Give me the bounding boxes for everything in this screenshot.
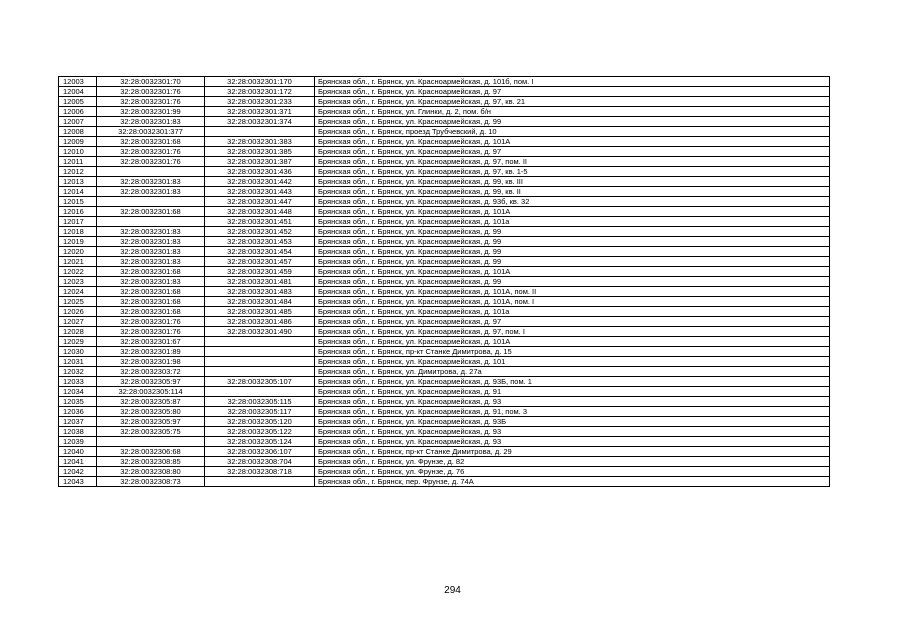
address-cell: Брянская обл., г. Брянск, ул. Красноармейская, д. 99 [315,247,830,257]
table-row [59,147,830,157]
table-row [59,117,830,127]
cadastral-number-cell: 32:28:0032305:75 [97,427,205,437]
object-cadastral-number-cell: 32:28:0032301:485 [205,307,315,317]
address-cell: Брянская обл., г. Брянск, ул. Красноармейская, д. 97, кв. 21 [315,97,830,107]
object-cadastral-number-cell: 32:28:0032305:117 [205,407,315,417]
record-number-cell: 12003 [59,77,97,87]
object-cadastral-number-cell: 32:28:0032301:459 [205,267,315,277]
cadastral-number-cell: 32:28:0032303:72 [97,367,205,377]
cadastral-number-cell: 32:28:0032308:85 [97,457,205,467]
address-cell: Брянская обл., г. Брянск, ул. Красноармейская, д. 93Б [315,417,830,427]
address-cell: Брянская обл., г. Брянск, пр-кт Станке Димитрова, д. 29 [315,447,830,457]
address-cell: Брянская обл., г. Брянск, ул. Красноармейская, д. 97 [315,147,830,157]
table-row [59,397,830,407]
address-cell: Брянская обл., г. Брянск, ул. Красноармейская, д. 97 [315,317,830,327]
address-cell: Брянская обл., г. Брянск, ул. Красноармейская, д. 97 [315,87,830,97]
object-cadastral-number-cell: 32:28:0032301:374 [205,117,315,127]
cadastral-number-cell: 32:28:0032301:83 [97,247,205,257]
table-row [59,267,830,277]
object-cadastral-number-cell: 32:28:0032301:443 [205,187,315,197]
table-row [59,327,830,337]
record-number-cell: 12013 [59,177,97,187]
table-row [59,137,830,147]
record-number-cell: 12015 [59,197,97,207]
cadastral-number-cell: 32:28:0032301:89 [97,347,205,357]
object-cadastral-number-cell [205,477,315,487]
address-cell: Брянская обл., г. Брянск, ул. Красноармейская, д. 99 [315,237,830,247]
address-cell: Брянская обл., г. Брянск, ул. Красноармейская, д. 99 [315,117,830,127]
cadastral-number-cell: 32:28:0032301:76 [97,147,205,157]
cadastral-number-cell: 32:28:0032301:68 [97,307,205,317]
address-cell: Брянская обл., г. Брянск, ул. Красноармейская, д. 101 [315,357,830,367]
record-number-cell: 12009 [59,137,97,147]
table-row [59,377,830,387]
cadastral-number-cell: 32:28:0032301:83 [97,227,205,237]
record-number-cell: 12005 [59,97,97,107]
record-number-cell: 12018 [59,227,97,237]
address-cell: Брянская обл., г. Брянск, ул. Красноармейская, д. 101а [315,217,830,227]
cadastral-number-cell: 32:28:0032301:76 [97,317,205,327]
address-cell: Брянская обл., г. Брянск, ул. Красноармейская, д. 99, кв. III [315,177,830,187]
object-cadastral-number-cell: 32:28:0032308:718 [205,467,315,477]
record-number-cell: 12040 [59,447,97,457]
table-row [59,287,830,297]
record-number-cell: 12037 [59,417,97,427]
table-row [59,107,830,117]
table-row [59,407,830,417]
record-number-cell: 12031 [59,357,97,367]
cadastral-number-cell: 32:28:0032301:83 [97,187,205,197]
table-row [59,317,830,327]
address-cell: Брянская обл., г. Брянск, ул. Красноармейская, д. 101А, пом. II [315,287,830,297]
object-cadastral-number-cell: 32:28:0032301:387 [205,157,315,167]
object-cadastral-number-cell: 32:28:0032301:451 [205,217,315,227]
table-row [59,97,830,107]
object-cadastral-number-cell: 32:28:0032301:453 [205,237,315,247]
table-row [59,347,830,357]
cadastral-number-cell: 32:28:0032301:99 [97,107,205,117]
record-number-cell: 12011 [59,157,97,167]
object-cadastral-number-cell: 32:28:0032305:122 [205,427,315,437]
table-row [59,217,830,227]
cadastral-number-cell: 32:28:0032301:68 [97,287,205,297]
cadastral-number-cell: 32:28:0032301:68 [97,267,205,277]
cadastral-number-cell: 32:28:0032301:76 [97,157,205,167]
object-cadastral-number-cell: 32:28:0032301:448 [205,207,315,217]
cadastral-number-cell [97,197,205,207]
record-number-cell: 12012 [59,167,97,177]
record-number-cell: 12020 [59,247,97,257]
object-cadastral-number-cell [205,367,315,377]
address-cell: Брянская обл., г. Брянск, проезд Трубчевский, д. 10 [315,127,830,137]
address-cell: Брянская обл., г. Брянск, ул. Глинки, д. 2, пом. б/н [315,107,830,117]
cadastral-number-cell: 32:28:0032301:67 [97,337,205,347]
address-cell: Брянская обл., г. Брянск, ул. Красноармейская, д. 91, пом. 3 [315,407,830,417]
address-cell: Брянская обл., г. Брянск, ул. Красноармейская, д. 97, пом. II [315,157,830,167]
object-cadastral-number-cell: 32:28:0032301:383 [205,137,315,147]
object-cadastral-number-cell: 32:28:0032301:457 [205,257,315,267]
object-cadastral-number-cell [205,127,315,137]
object-cadastral-number-cell: 32:28:0032301:371 [205,107,315,117]
cadastral-number-cell: 32:28:0032301:76 [97,327,205,337]
table-row [59,467,830,477]
record-number-cell: 12041 [59,457,97,467]
record-number-cell: 12028 [59,327,97,337]
table-row [59,437,830,447]
cadastral-number-cell: 32:28:0032305:87 [97,397,205,407]
object-cadastral-number-cell: 32:28:0032308:704 [205,457,315,467]
object-cadastral-number-cell: 32:28:0032301:233 [205,97,315,107]
table-row [59,87,830,97]
object-cadastral-number-cell [205,337,315,347]
table-row [59,127,830,137]
record-number-cell: 12036 [59,407,97,417]
record-number-cell: 12035 [59,397,97,407]
object-cadastral-number-cell: 32:28:0032301:486 [205,317,315,327]
address-cell: Брянская обл., г. Брянск, ул. Красноармейская, д. 91 [315,387,830,397]
table-row [59,187,830,197]
object-cadastral-number-cell [205,347,315,357]
cadastral-number-cell: 32:28:0032305:97 [97,377,205,387]
table-row [59,477,830,487]
object-cadastral-number-cell: 32:28:0032301:436 [205,167,315,177]
object-cadastral-number-cell [205,387,315,397]
record-number-cell: 12042 [59,467,97,477]
page-number: 294 [444,585,461,596]
record-number-cell: 12027 [59,317,97,327]
table-row [59,277,830,287]
cadastral-number-cell: 32:28:0032301:98 [97,357,205,367]
object-cadastral-number-cell: 32:28:0032301:481 [205,277,315,287]
cadastral-number-cell: 32:28:0032301:83 [97,117,205,127]
record-number-cell: 12024 [59,287,97,297]
table-row [59,77,830,87]
table-row [59,257,830,267]
table-row [59,357,830,367]
record-number-cell: 12008 [59,127,97,137]
address-cell: Брянская обл., г. Брянск, ул. Красноармейская, д. 101А [315,337,830,347]
address-cell: Брянская обл., г. Брянск, ул. Красноармейская, д. 93Б, пом. 1 [315,377,830,387]
table-row [59,167,830,177]
record-number-cell: 12030 [59,347,97,357]
address-cell: Брянская обл., г. Брянск, ул. Фрунзе, д. 76 [315,467,830,477]
record-number-cell: 12032 [59,367,97,377]
table-row [59,237,830,247]
cadastral-number-cell: 32:28:0032305:80 [97,407,205,417]
table-row [59,367,830,377]
address-cell: Брянская обл., г. Брянск, ул. Красноармейская, д. 97, пом. I [315,327,830,337]
cadastral-number-cell: 32:28:0032301:83 [97,257,205,267]
record-number-cell: 12019 [59,237,97,247]
record-number-cell: 12006 [59,107,97,117]
object-cadastral-number-cell [205,357,315,367]
table-row [59,427,830,437]
cadastral-number-cell [97,167,205,177]
record-number-cell: 12043 [59,477,97,487]
record-number-cell: 12017 [59,217,97,227]
object-cadastral-number-cell: 32:28:0032305:115 [205,397,315,407]
table-row [59,457,830,467]
record-number-cell: 12025 [59,297,97,307]
record-number-cell: 12039 [59,437,97,447]
object-cadastral-number-cell: 32:28:0032305:120 [205,417,315,427]
cadastral-number-cell [97,217,205,227]
address-cell: Брянская обл., г. Брянск, пр-кт Станке Димитрова, д. 15 [315,347,830,357]
address-cell: Брянская обл., г. Брянск, ул. Красноармейская, д. 99 [315,277,830,287]
object-cadastral-number-cell: 32:28:0032305:124 [205,437,315,447]
cadastral-number-cell: 32:28:0032305:97 [97,417,205,427]
table-row [59,207,830,217]
address-cell: Брянская обл., г. Брянск, ул. Красноармейская, д. 101А [315,207,830,217]
object-cadastral-number-cell: 32:28:0032305:107 [205,377,315,387]
address-cell: Брянская обл., г. Брянск, ул. Красноармейская, д. 101А, пом. I [315,297,830,307]
address-cell: Брянская обл., г. Брянск, ул. Красноармейская, д. 93 [315,437,830,447]
table-row [59,447,830,457]
address-cell: Брянская обл., г. Брянск, пер. Фрунзе, д. 74А [315,477,830,487]
cadastral-number-cell: 32:28:0032301:68 [97,297,205,307]
cadastral-number-cell: 32:28:0032301:76 [97,97,205,107]
table-row [59,177,830,187]
address-cell: Брянская обл., г. Брянск, ул. Красноармейская, д. 93б, кв. 32 [315,197,830,207]
table-row [59,307,830,317]
address-cell: Брянская обл., г. Брянск, ул. Красноармейская, д. 101А [315,137,830,147]
object-cadastral-number-cell: 32:28:0032301:484 [205,297,315,307]
cadastral-number-cell: 32:28:0032301:68 [97,137,205,147]
record-number-cell: 12038 [59,427,97,437]
address-cell: Брянская обл., г. Брянск, ул. Красноармейская, д. 101а [315,307,830,317]
cadastral-number-cell: 32:28:0032301:377 [97,127,205,137]
table-row [59,417,830,427]
cadastral-number-cell [97,437,205,447]
table-row [59,247,830,257]
address-cell: Брянская обл., г. Брянск, ул. Красноармейская, д. 99 [315,227,830,237]
cadastral-number-cell: 32:28:0032301:76 [97,87,205,97]
record-number-cell: 12034 [59,387,97,397]
cadastral-number-cell: 32:28:0032305:114 [97,387,205,397]
object-cadastral-number-cell: 32:28:0032301:170 [205,77,315,87]
object-cadastral-number-cell: 32:28:0032301:454 [205,247,315,257]
address-cell: Брянская обл., г. Брянск, ул. Красноармейская, д. 93 [315,397,830,407]
cadastral-number-cell: 32:28:0032308:80 [97,467,205,477]
cadastral-number-cell: 32:28:0032301:83 [97,237,205,247]
table-row [59,337,830,347]
cadastral-number-cell: 32:28:0032301:68 [97,207,205,217]
cadastral-number-cell: 32:28:0032308:73 [97,477,205,487]
object-cadastral-number-cell: 32:28:0032301:172 [205,87,315,97]
object-cadastral-number-cell: 32:28:0032301:452 [205,227,315,237]
object-cadastral-number-cell: 32:28:0032301:483 [205,287,315,297]
cadastral-number-cell: 32:28:0032301:83 [97,277,205,287]
registry-table [58,76,830,487]
object-cadastral-number-cell: 32:28:0032301:447 [205,197,315,207]
table-row [59,297,830,307]
record-number-cell: 12007 [59,117,97,127]
record-number-cell: 12023 [59,277,97,287]
record-number-cell: 12014 [59,187,97,197]
object-cadastral-number-cell: 32:28:0032306:107 [205,447,315,457]
table-row [59,387,830,397]
address-cell: Брянская обл., г. Брянск, ул. Димитрова, д. 27а [315,367,830,377]
record-number-cell: 12029 [59,337,97,347]
address-cell: Брянская обл., г. Брянск, ул. Красноармейская, д. 97, кв. 1-5 [315,167,830,177]
address-cell: Брянская обл., г. Брянск, ул. Красноармейская, д. 99 [315,257,830,267]
address-cell: Брянская обл., г. Брянск, ул. Красноармейская, д. 101б, пом. I [315,77,830,87]
record-number-cell: 12004 [59,87,97,97]
cadastral-number-cell: 32:28:0032306:68 [97,447,205,457]
object-cadastral-number-cell: 32:28:0032301:490 [205,327,315,337]
record-number-cell: 12010 [59,147,97,157]
record-number-cell: 12026 [59,307,97,317]
record-number-cell: 12033 [59,377,97,387]
cadastral-number-cell: 32:28:0032301:83 [97,177,205,187]
record-number-cell: 12022 [59,267,97,277]
address-cell: Брянская обл., г. Брянск, ул. Красноармейская, д. 99, кв. II [315,187,830,197]
table-row [59,197,830,207]
address-cell: Брянская обл., г. Брянск, ул. Красноармейская, д. 93 [315,427,830,437]
address-cell: Брянская обл., г. Брянск, ул. Фрунзе, д. 82 [315,457,830,467]
object-cadastral-number-cell: 32:28:0032301:442 [205,177,315,187]
object-cadastral-number-cell: 32:28:0032301:385 [205,147,315,157]
table-row [59,157,830,167]
table-body [59,77,830,487]
record-number-cell: 12021 [59,257,97,267]
record-number-cell: 12016 [59,207,97,217]
address-cell: Брянская обл., г. Брянск, ул. Красноармейская, д. 101А [315,267,830,277]
table-row [59,227,830,237]
cadastral-number-cell: 32:28:0032301:70 [97,77,205,87]
